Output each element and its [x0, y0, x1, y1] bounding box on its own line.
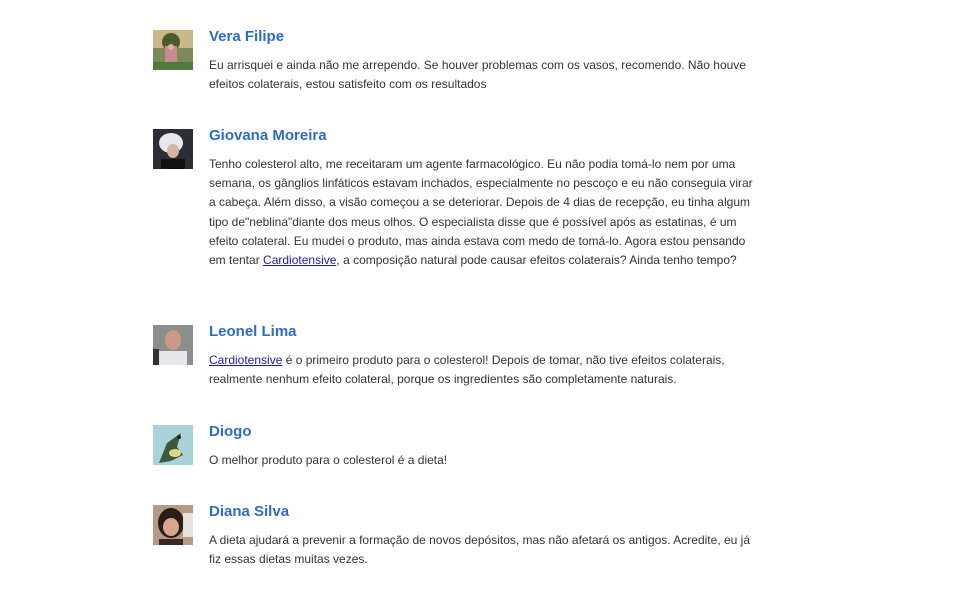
comment-item	[153, 126, 753, 270]
comment-text: O melhor produto para o colesterol é a dieta!	[209, 453, 448, 467]
avatar	[153, 129, 193, 169]
avatar	[153, 30, 193, 70]
comment-author: Giovana Moreira	[209, 127, 327, 144]
comment-author: Vera Filipe	[209, 28, 285, 45]
cardiotensive-link[interactable]: Cardiotensive	[263, 253, 337, 268]
comment-text: Tenho colesterol alto, me receitaram um agente farmacológico. Eu não podia tomá-lo nem por uma semana, os gânglios linfáticos estavam inchados, especialmente no pescoço e eu não conseguia virar a cabeça. Além disso, a visão começou a se deteriorar. Depois de 4 dias de recepção, eu tinha algum tipo de"neblina"diante dos meus olhos. O especialista disse que é possível após as estatinas, é um efeito colateral. Eu mudei o produto, mas ainda estava com medo de tomá-lo. Agora estou pensando em tentar Cardiotensive, a composição natural pode causar efeitos colaterais? Ainda tenho tempo?	[209, 157, 753, 268]
comment-text: A dieta ajudará a prevenir a formação de novos depósitos, mas não afetará os antigos. Acredite, eu já fiz essas dietas muitas vezes.	[209, 533, 751, 567]
comment-text: Cardiotensive é o primeiro produto para o colesterol! Depois de tomar, não tive efeitos colaterais, realmente nenhum efeito colateral, porque os ingredientes são completamente naturais.	[209, 353, 725, 387]
avatar	[153, 325, 193, 365]
comment-item	[153, 27, 753, 94]
comment-text: Eu arrisquei e ainda não me arrependo. Se houver problemas com os vasos, recomendo. Não houve efeitos colaterais, estou satisfeito com os resultados	[209, 58, 746, 92]
comment-item	[153, 502, 753, 569]
cardiotensive-link[interactable]: Cardiotensive	[209, 353, 283, 367]
avatar	[153, 505, 193, 545]
comment-author: Diogo	[209, 423, 252, 440]
comment-author: Leonel Lima	[209, 323, 297, 340]
comment-item	[153, 422, 753, 470]
avatar	[153, 425, 193, 465]
comment-item	[153, 322, 753, 389]
comment-author: Diana Silva	[209, 503, 290, 520]
